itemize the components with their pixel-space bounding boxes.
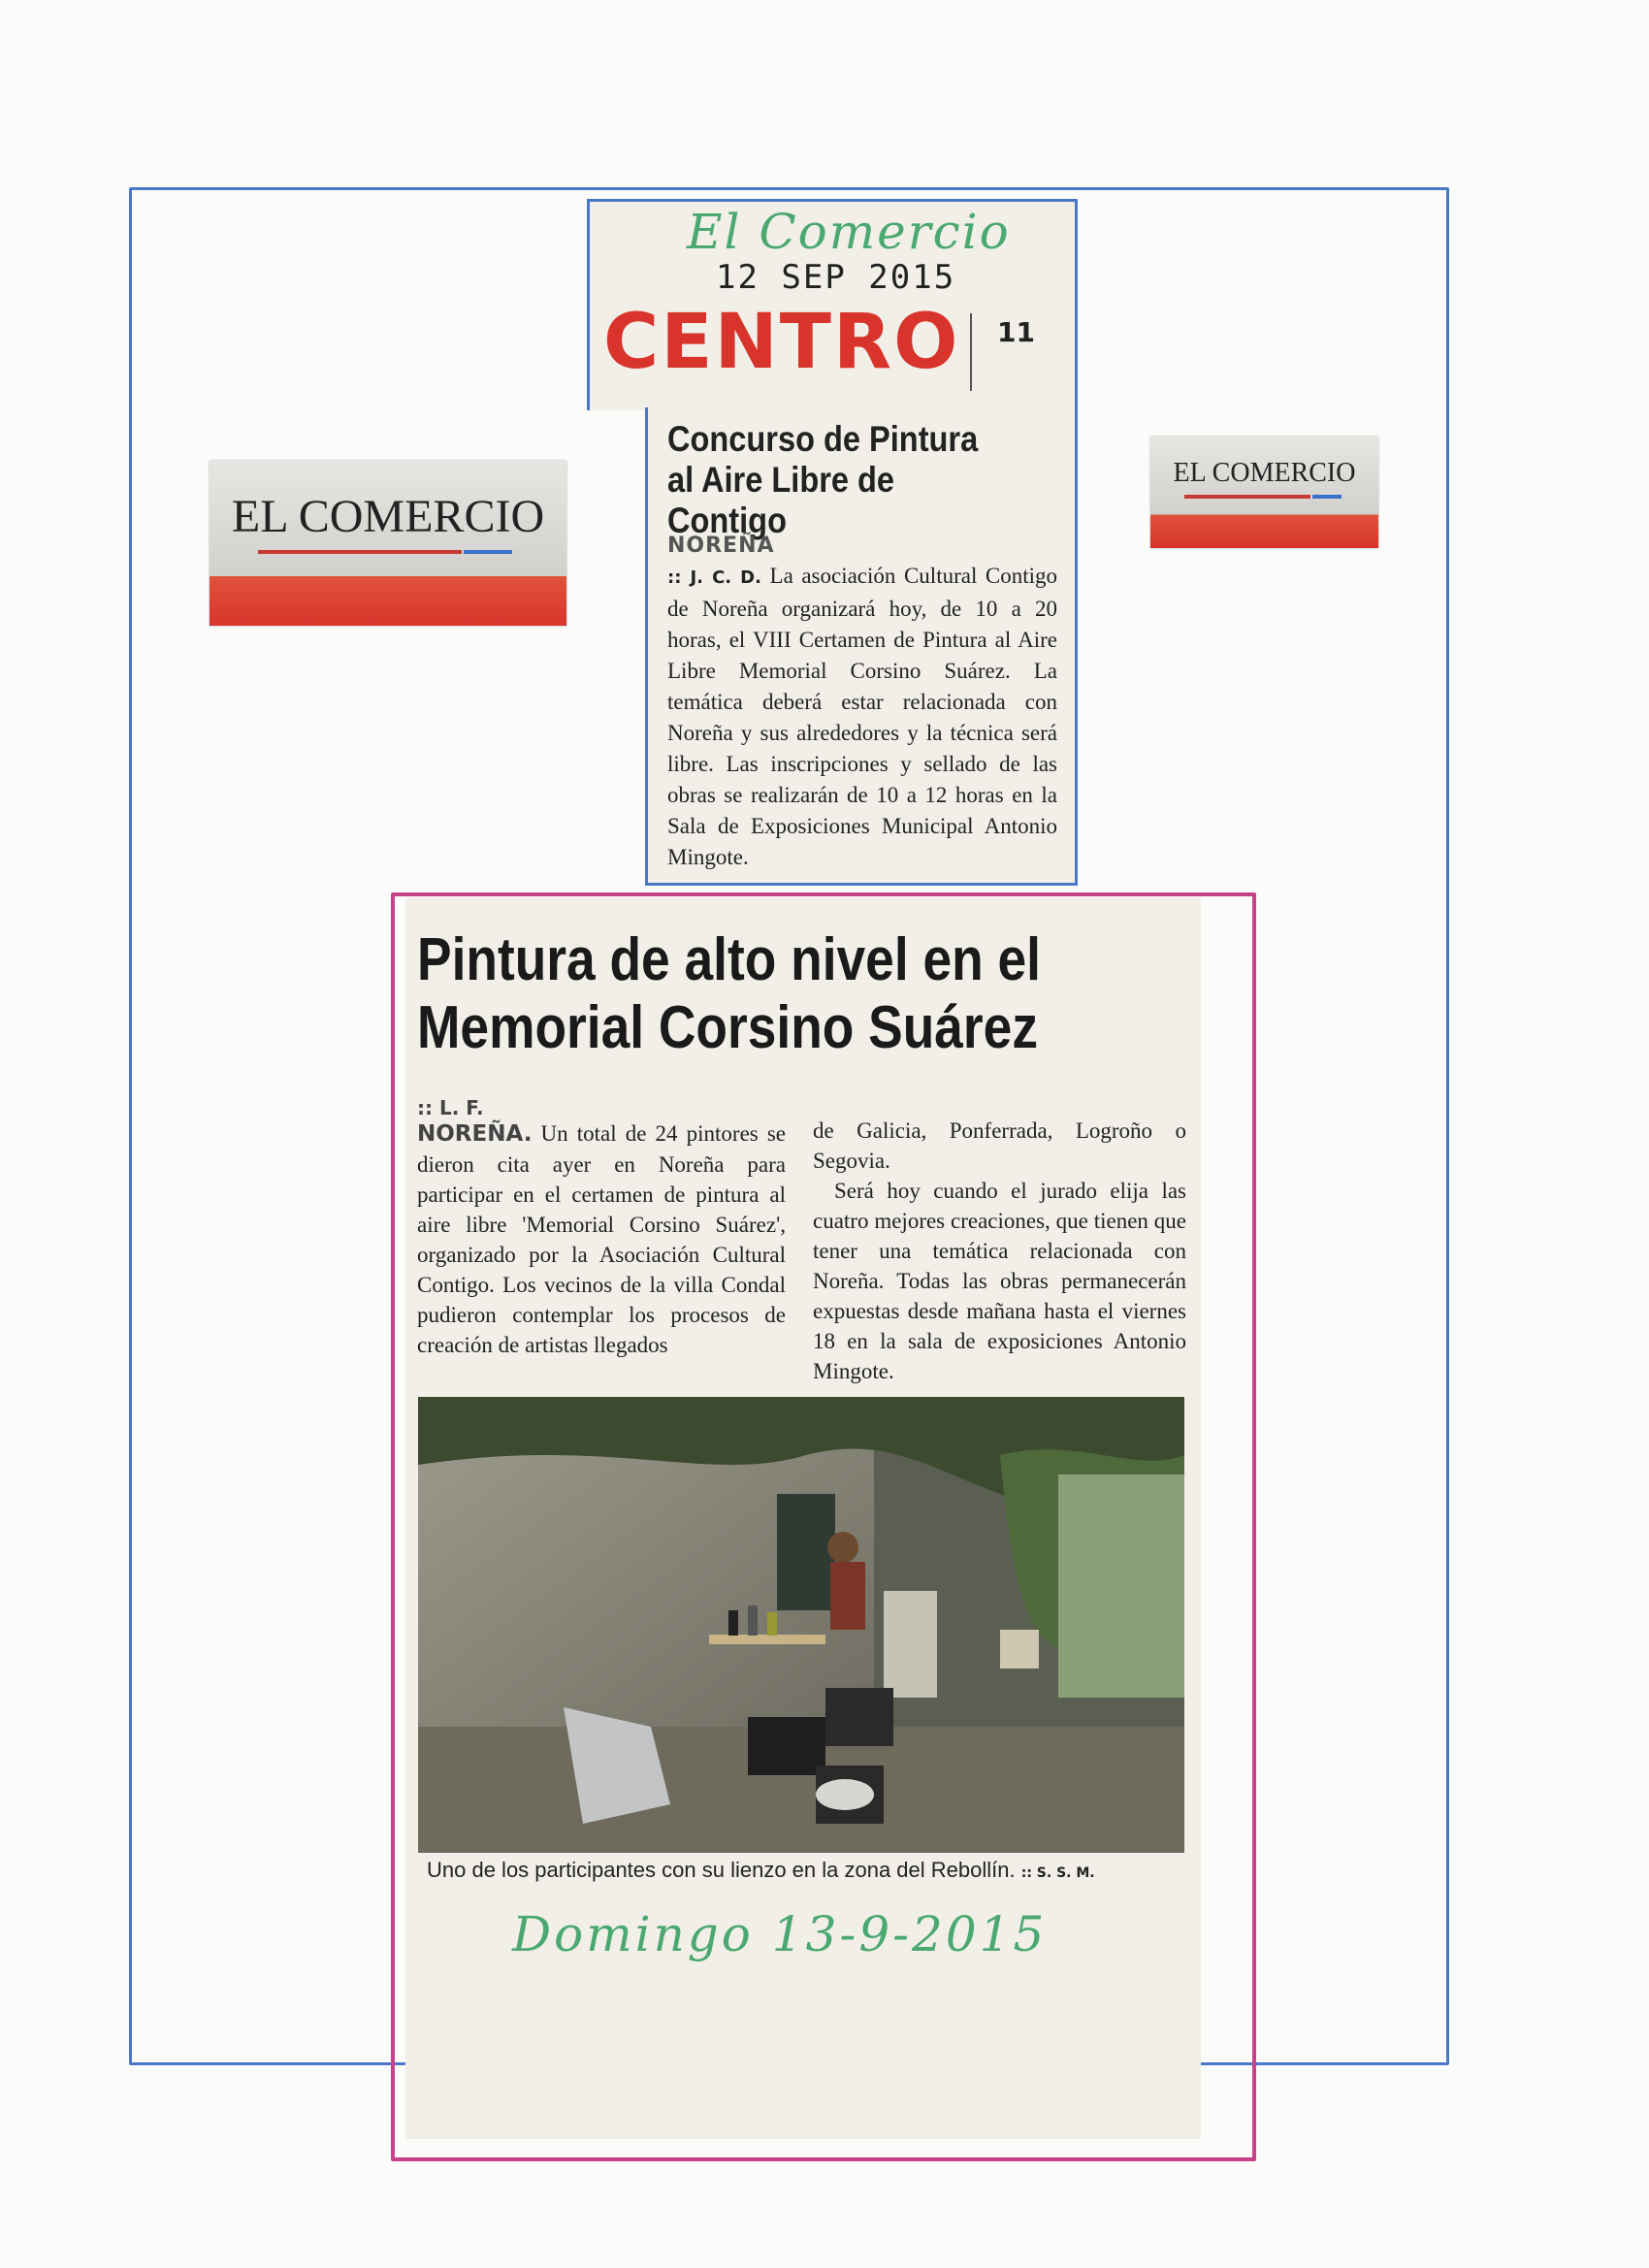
section-divider [970, 313, 972, 391]
page-number: 11 [997, 316, 1035, 348]
newspaper-header-clipping [587, 199, 1078, 410]
photo-credit: :: S. S. M. [1020, 1865, 1095, 1881]
section-title: CENTRO [603, 299, 960, 386]
main-article-right-p1: de Galicia, Ponferrada, Logroño o Segovia. [813, 1118, 1186, 1173]
handwritten-date-note: Domingo 13-9-2015 [512, 1906, 1048, 1962]
main-article-left-text: Un total de 24 pintores se dieron cita ayer en Noreña para participar en el certamen de pintura al aire libre 'Memorial Corsino Suárez', organizado por la Asociación Cultural Contigo. Los vecinos de la villa Condal pudieron contemplar los procesos de creación de artistas llegados [417, 1121, 786, 1357]
main-article-left-column [417, 1118, 786, 1360]
logo-red-bar [1184, 495, 1310, 499]
main-article-byline: :: L. F. [417, 1096, 484, 1119]
short-article-byline: :: J. C. D. [667, 567, 761, 588]
el-comercio-logo-right [1150, 437, 1378, 548]
logo-blue-bar [1312, 495, 1342, 499]
date-stamp: 12 SEP 2015 [716, 258, 956, 297]
article-photo [418, 1397, 1184, 1853]
main-article-headline: Pintura de alto nivel en el Memorial Corsino Suárez [417, 926, 1041, 1061]
short-article-body [667, 561, 1057, 873]
logo-wordmark-right: EL COMERCIO [1173, 458, 1356, 488]
el-comercio-logo-left [210, 461, 566, 626]
logo-wordmark-left: EL COMERCIO [231, 491, 545, 542]
painter-photo-illustration [418, 1397, 1184, 1853]
main-article-clipping [405, 897, 1201, 2139]
photo-caption [427, 1858, 1095, 1883]
short-article-clipping [645, 407, 1078, 886]
main-article-right-column [813, 1116, 1186, 1386]
handwritten-source-note: El Comercio [687, 204, 1011, 260]
short-article-headline: Concurso de Pintura al Aire Libre de Contigo [667, 419, 979, 540]
main-article-right-p2: Será hoy cuando el jurado elija las cuatro mejores creaciones, que tienen que tener una temática relacionada con Noreña. Todas las obras permanecerán expuestas desde mañana hasta el viernes 18 en la sala de exposiciones Antonio Mingote. [813, 1179, 1186, 1383]
main-article-location: NOREÑA. [417, 1121, 533, 1147]
photo-caption-text: Uno de los participantes con su lienzo en la zona del Rebollín. [427, 1858, 1016, 1882]
short-article-location: NOREÑA [667, 534, 775, 558]
logo-red-bar [258, 550, 462, 554]
short-article-text: La asociación Cultural Contigo de Noreña organizará hoy, de 10 a 20 horas, el VIII Certamen de Pintura al Aire Libre Memorial Corsino Suárez. La temática deberá estar relacionada con Noreña y sus alrededores y la técnica será libre. Las inscripciones y sellado de las obras se realizarán de 10 a 12 horas en la Sala de Exposiciones Municipal Antonio Mingote. [667, 564, 1058, 869]
logo-blue-bar [464, 550, 512, 554]
